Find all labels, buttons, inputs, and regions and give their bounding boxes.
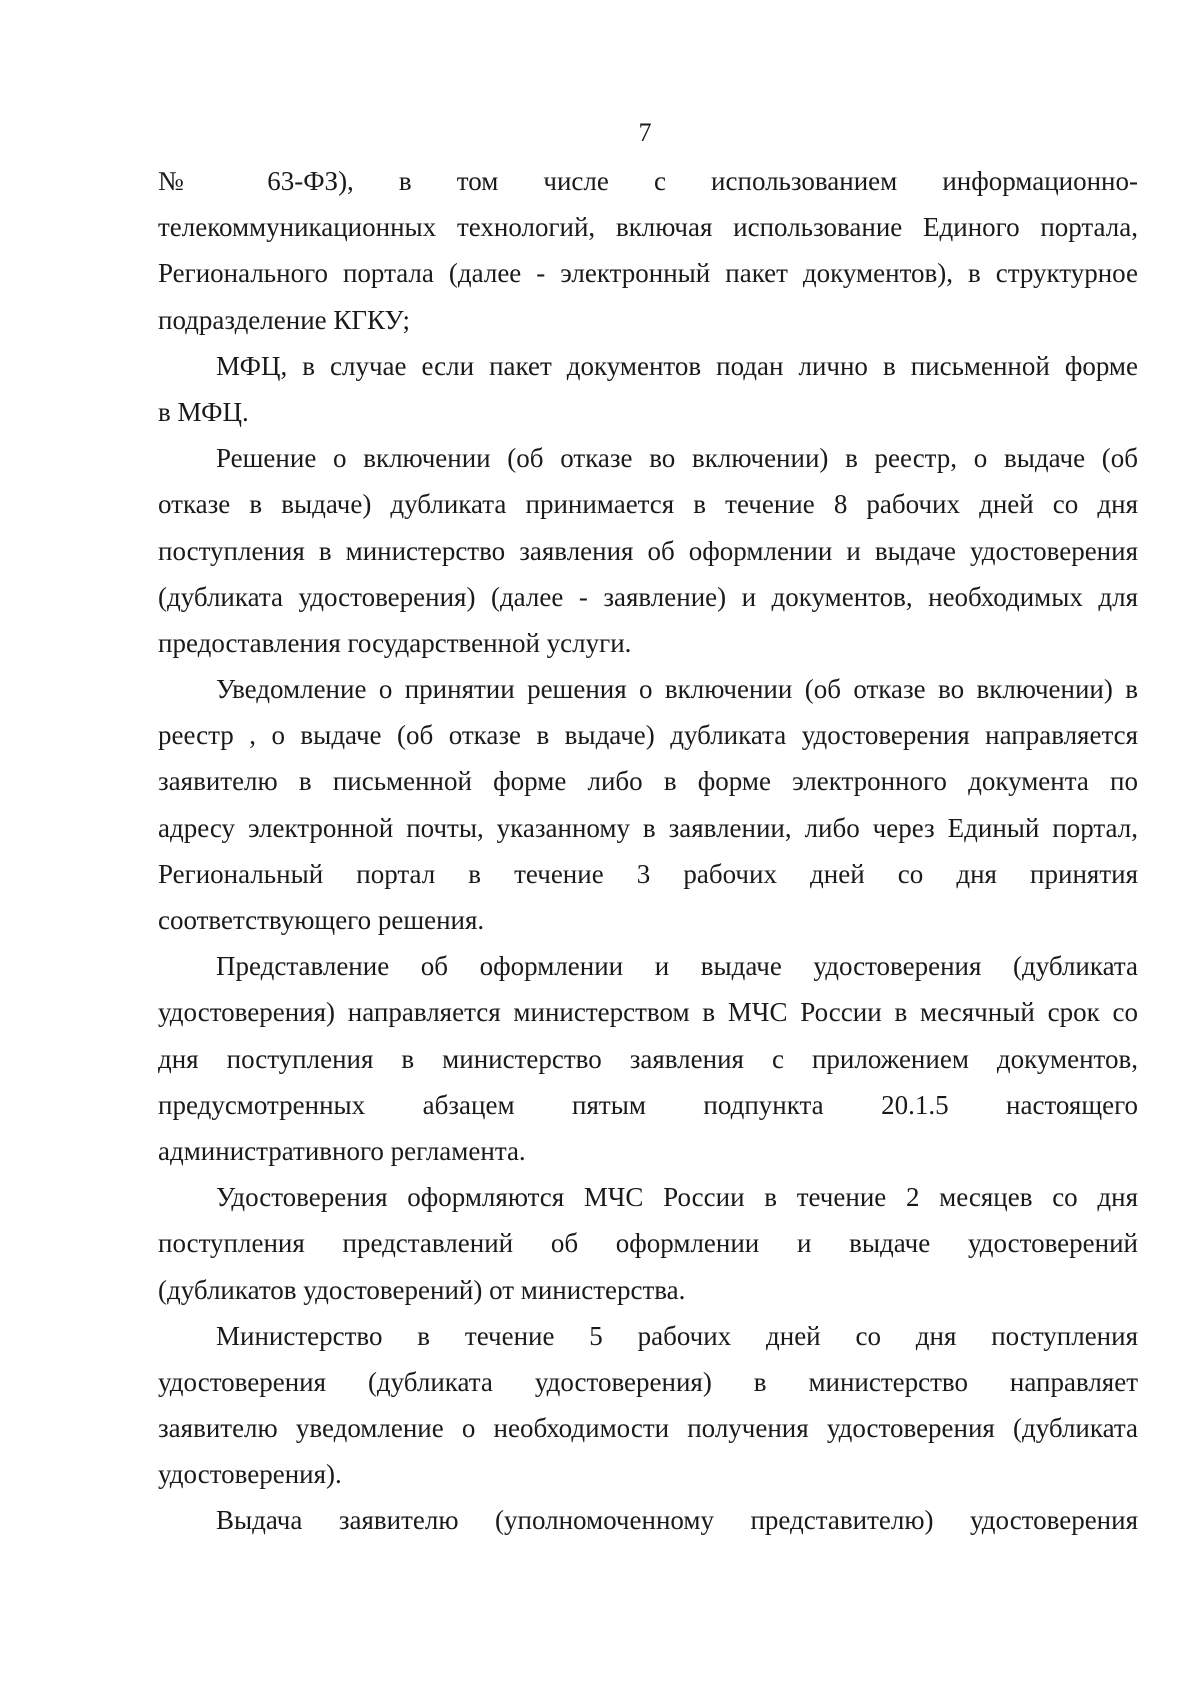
text-line: Представление об оформлении и выдаче удостоверения (дубликата (216, 951, 1138, 982)
text-line: заявителю в письменной форме либо в форме электронного документа по (158, 766, 1138, 797)
paragraph (158, 158, 1138, 343)
paragraph (158, 943, 1138, 1174)
text-line: в МФЦ. (158, 396, 249, 427)
paragraph (158, 1497, 1138, 1543)
text-line: Министерство в течение 5 рабочих дней со дня поступления (216, 1320, 1138, 1351)
text-line: (дубликата удостоверения) (далее - заявление) и документов, необходимых для (158, 581, 1138, 612)
text-line: реестр , о выдаче (об отказе в выдаче) дубликата удостоверения направляется (158, 720, 1138, 751)
text-line: административного регламента. (158, 1135, 526, 1166)
text-line: дня поступления в министерство заявления с приложением документов, (158, 1043, 1138, 1074)
text-line: Решение о включении (об отказе во включении) в реестр, о выдаче (об (216, 443, 1138, 474)
text-line: соответствующего решения. (158, 905, 485, 935)
text-line: предоставления государственной услуги. (158, 627, 632, 658)
text-line: удостоверения). (158, 1459, 342, 1490)
text-line: Выдача заявителю (уполномоченному представителю) удостоверения (216, 1505, 1138, 1536)
text-line: МФЦ, в случае если пакет документов подан лично в письменной форме (216, 350, 1138, 381)
paragraph (158, 343, 1138, 435)
page-number: 7 (638, 118, 652, 147)
text-line: Регионального портала (далее - электронный пакет документов), в структурное (158, 258, 1138, 289)
text-line: адресу электронной почты, указанному в заявлении, либо через Единый портал, (158, 812, 1138, 843)
paragraph (158, 1313, 1138, 1498)
text-line: заявителю уведомление о необходимости получения удостоверения (дубликата (158, 1413, 1138, 1444)
text-line: № 63-ФЗ), в том числе с использованием информационно- (158, 166, 1138, 196)
text-line: удостоверения) направляется министерством в МЧС России в месячный срок со (158, 997, 1138, 1028)
text-line: Удостоверения оформляются МЧС России в течение 2 месяцев со дня (216, 1182, 1138, 1213)
text-line: подразделение КГКУ; (158, 304, 411, 335)
paragraph (158, 435, 1138, 666)
paragraph (158, 1174, 1138, 1313)
text-line: (дубликатов удостоверений) от министерства. (158, 1274, 686, 1305)
text-line: поступления представлений об оформлении и выдаче удостоверений (158, 1228, 1138, 1259)
text-line: удостоверения (дубликата удостоверения) в министерство направляет (158, 1366, 1138, 1397)
text-line: отказе в выдаче) дубликата принимается в течение 8 рабочих дней со дня (158, 489, 1138, 520)
text-line: телекоммуникационных технологий, включая использование Единого портала, (158, 212, 1138, 243)
text-line: Региональный портал в течение 3 рабочих дней со дня принятия (158, 858, 1138, 889)
text-line: Уведомление о принятии решения о включении (об отказе во включении) в (216, 674, 1138, 705)
document-body (158, 158, 1138, 1544)
paragraph (158, 666, 1138, 943)
text-line: предусмотренных абзацем пятым подпункта 20.1.5 настоящего (158, 1089, 1138, 1120)
text-line: поступления в министерство заявления об оформлении и выдаче удостоверения (158, 535, 1138, 566)
